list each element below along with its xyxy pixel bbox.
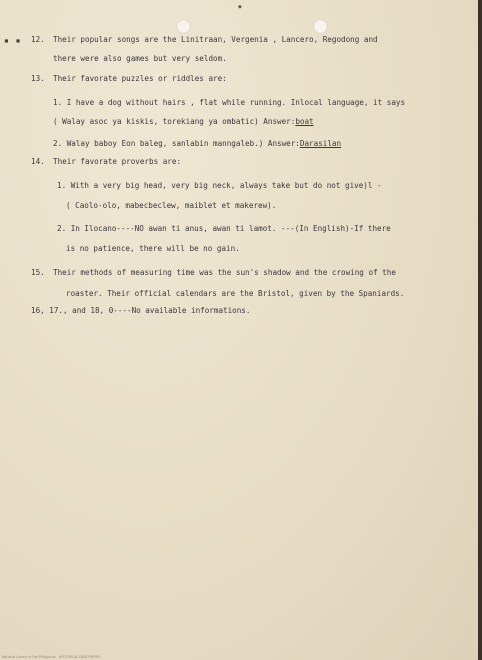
riddle-1-line-1: 1. I have a dog without hairs , flat while running. Inlocal language, it says — [53, 98, 406, 107]
item-14-heading: Their favorate proverbs are: — [53, 157, 182, 166]
proverb-2-line-2: is no patience, there will be no gain. — [66, 244, 240, 253]
riddle-1-line-2 — [53, 117, 314, 126]
item-15-line-1: Their methods of measuring time was the sun's shadow and the crowing of the — [53, 268, 396, 277]
item-13-heading: Their favorate puzzles or riddles are: — [53, 74, 227, 83]
punch-hole-left — [176, 19, 191, 34]
punch-hole-right — [313, 19, 328, 34]
item-12-number: 12. — [31, 35, 45, 44]
riddle-2-text: 2. Walay baboy Eon baleg, sanlabin manngaleb.) Answer: — [53, 139, 300, 148]
item-14-number: 14. — [31, 157, 45, 166]
proverb-1-line-2: ( Caolo-olo, mabecbeclew, maiblet et makerew). — [66, 201, 277, 210]
proverb-2-line-1: 2. In Ilocano----NO awan ti anus, awan ti lamot. ---(In English)-If there — [57, 224, 391, 233]
item-15-line-2: roaster. Their official calendars are the Bristol, given by the Spaniards. — [66, 289, 405, 298]
proverb-1-line-1: 1. With a very big head, very big neck, always take but do not give)l - — [57, 181, 382, 190]
item-15-number: 15. — [31, 268, 45, 277]
riddle-1-text: ( Walay asoc ya kiskis, torekiang ya ombatic) Answer: — [53, 117, 296, 126]
library-footer: National Library of the Philippines · HISTORICAL DATA PAPERS — [2, 655, 101, 659]
item-12-line-2: there were also games but very seldom. — [53, 54, 227, 63]
riddle-1-answer: boat — [295, 117, 314, 126]
riddle-2-line — [53, 139, 341, 148]
margin-mark: ▪ ▪ — [4, 36, 22, 45]
item-16-line: 16, 17., and 18, 0----No available informations. — [31, 306, 251, 315]
item-13-number: 13. — [31, 74, 45, 83]
item-12-line-1: Their popular songs are the Linitraan, Vergenia , Lancero, Regodong and — [53, 35, 378, 44]
riddle-2-answer: Darasilan — [299, 139, 342, 148]
top-mark: ◆ — [238, 4, 242, 10]
page-edge-shadow — [478, 0, 482, 660]
